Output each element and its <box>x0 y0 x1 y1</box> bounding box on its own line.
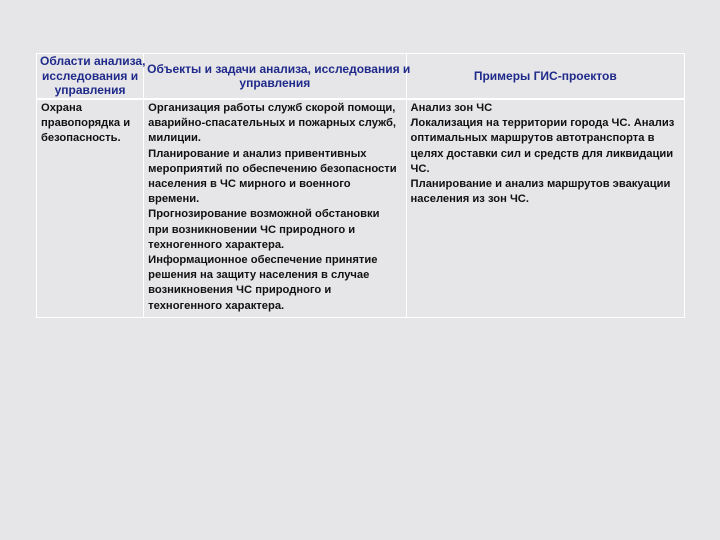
cell-line: населения в ЧС мирного и военного <box>148 178 351 191</box>
header-line: управления <box>239 76 311 90</box>
header-line: Примеры ГИС-проектов <box>473 68 617 83</box>
cell-line: Локализация на территории города ЧС. Анализ <box>410 117 675 130</box>
cell-line: решения на защиту населения в случае <box>148 269 370 282</box>
gis-projects-table <box>36 53 685 318</box>
cell-line: возникновения ЧС природного и <box>148 284 332 297</box>
table-row <box>37 99 685 317</box>
cell-line: техногенного характера. <box>148 238 285 251</box>
header-line: Объекты и задачи анализа, исследования и <box>147 61 411 76</box>
header-objects-tasks <box>144 54 411 100</box>
header-gis-examples <box>406 54 684 100</box>
cell-line: милиции. <box>148 132 202 145</box>
cell-line: Информационное обеспечение принятие <box>148 254 378 267</box>
table-header-row <box>37 54 685 100</box>
cell-line: техногенного характера. <box>148 299 285 312</box>
cell-line: безопасность. <box>41 132 121 145</box>
cell-line: мероприятий по обеспечению безопасности <box>148 162 397 175</box>
cell-line: времени. <box>148 193 200 206</box>
header-line: Области анализа, <box>40 54 146 69</box>
cell-area <box>37 99 144 317</box>
cell-line: Планирование и анализ привентивных <box>148 147 367 160</box>
cell-line: населения из зон ЧС. <box>410 193 529 206</box>
cell-line: ЧС. <box>410 162 430 175</box>
cell-line: целях доставки сил и средств для ликвидации <box>410 147 674 160</box>
cell-line: при возникновении ЧС природного и <box>148 223 356 236</box>
cell-line: Прогнозирование возможной обстановки <box>148 208 380 221</box>
cell-line: Охрана <box>41 102 82 114</box>
cell-tasks <box>144 99 406 317</box>
header-line: исследования и <box>42 68 139 83</box>
cell-line: правопорядка и <box>41 117 131 130</box>
header-line: управления <box>54 83 126 98</box>
cell-line: оптимальных маршрутов автотранспорта в <box>410 132 655 145</box>
cell-line: аварийно-спасательных и пожарных служб, <box>148 117 397 130</box>
cell-line: Анализ зон ЧС <box>410 102 493 114</box>
cell-examples <box>406 99 684 317</box>
header-areas <box>37 54 144 100</box>
cell-line: Организация работы служб скорой помощи, <box>148 102 396 114</box>
cell-line: Планирование и анализ маршрутов эвакуации <box>410 178 671 191</box>
